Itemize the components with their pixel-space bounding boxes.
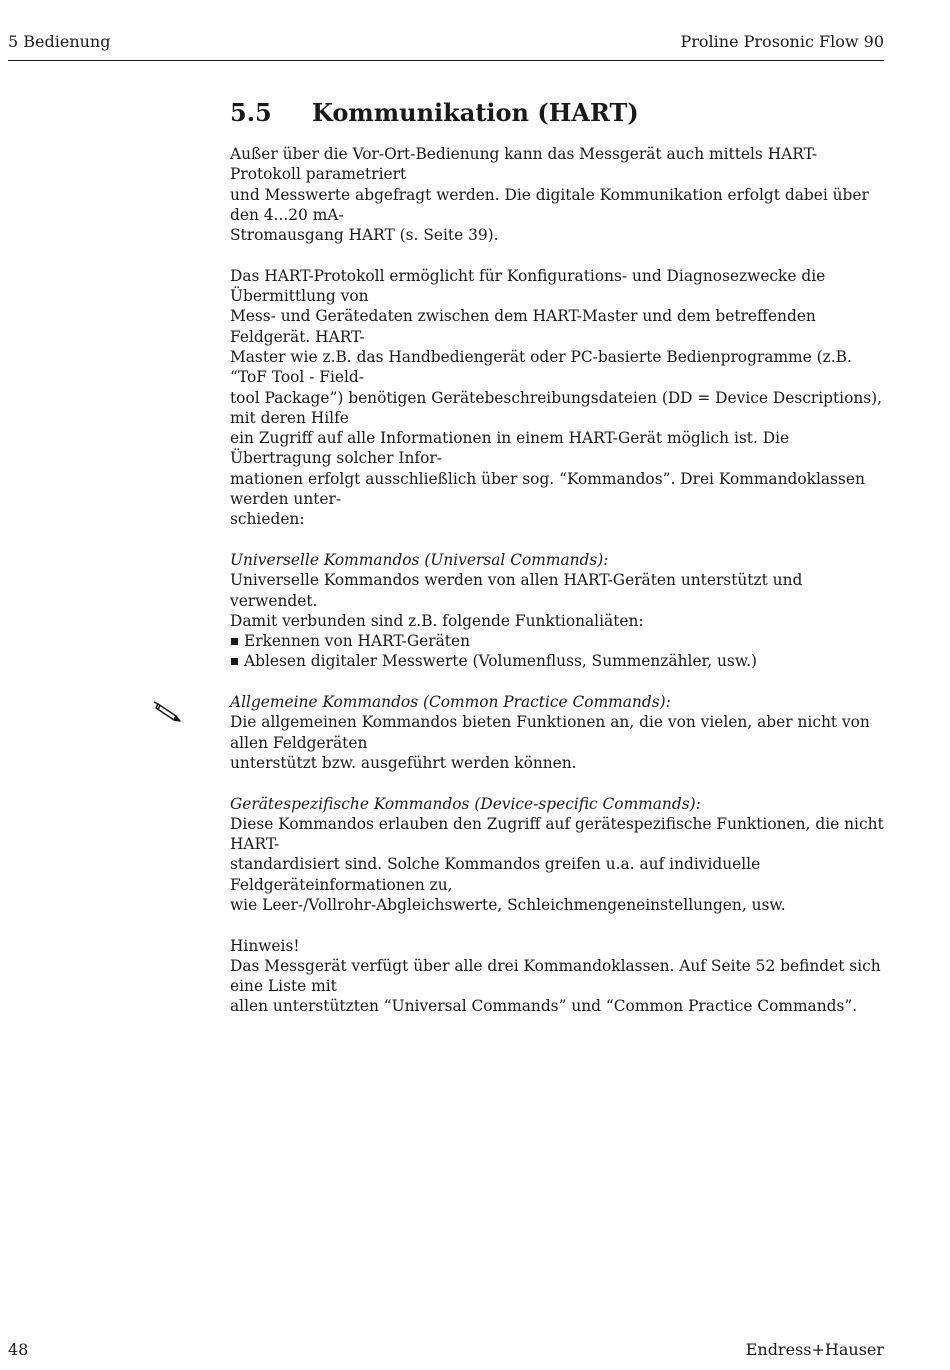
- text-line: Master wie z.B. das Handbediengerät oder PC-basierte Bedienprogramme (z.B. “ToF Tool - Field-: [230, 347, 852, 387]
- list-item: [230, 651, 886, 671]
- pencil-note-icon: [152, 696, 184, 724]
- text-line: Mess- und Gerätedaten zwischen dem HART-Master und dem betreffenden Feldgerät. HART-: [230, 307, 816, 346]
- body-content: [230, 144, 886, 1037]
- universal-commands-list: [230, 631, 886, 672]
- text-line: tool Package”) benötigen Gerätebeschreibungsdateien (DD = Device Descriptions), mit deren Hilfe: [230, 388, 883, 427]
- text-line: Diese Kommandos erlauben den Zugriff auf gerätespezifische Funktionen, die nicht HART-: [230, 814, 884, 854]
- text-line: mationen erfolgt ausschließlich über sog. “Kommandos”. Drei Kommandoklassen werden unter-: [230, 469, 865, 509]
- section-heading: Kommunikation (HART): [312, 98, 639, 127]
- text-line: allen unterstützten “Universal Commands” und “Common Practice Commands”.: [230, 997, 858, 1016]
- header-product: Proline Prosonic Flow 90: [680, 32, 884, 51]
- note-block: [230, 936, 886, 1017]
- list-item-text: Ablesen digitaler Messwerte (Volumenfluss, Summenzähler, usw.): [244, 652, 758, 671]
- universal-commands-block: [230, 550, 886, 631]
- protocol-paragraph: [230, 266, 886, 530]
- text-line: Die allgemeinen Kommandos bieten Funktionen an, die von vielen, aber nicht von allen Feldgeräten: [230, 713, 870, 752]
- device-specific-commands-heading: Gerätespezifische Kommandos (Device-specific Commands):: [230, 794, 701, 813]
- header-rule: [8, 60, 884, 61]
- text-line: Das HART-Protokoll ermöglicht für Konfigurations- und Diagnosezwecke die Übermittlung von: [230, 266, 826, 306]
- universal-commands-heading: Universelle Kommandos (Universal Commands):: [230, 550, 609, 569]
- bullet-square-icon: [231, 638, 238, 645]
- text-line: standardisiert sind. Solche Kommandos greifen u.a. auf individuelle Feldgeräteinformationen zu,: [230, 855, 761, 894]
- text-line: und Messwerte abgefragt werden. Die digitale Kommunikation erfolgt dabei über den 4...20 mA-: [230, 185, 869, 224]
- text-line: Stromausgang HART (s. Seite 39).: [230, 226, 499, 245]
- header-chapter: 5 Bedienung: [8, 32, 111, 51]
- text-line: wie Leer-/Vollrohr-Abgleichswerte, Schleichmengeneinstellungen, usw.: [230, 895, 786, 914]
- section-title: [230, 98, 890, 128]
- intro-paragraph: [230, 144, 886, 245]
- brand-name: Endress+Hauser: [745, 1340, 884, 1359]
- text-line: unterstützt bzw. ausgeführt werden können.: [230, 753, 577, 772]
- text-line: Damit verbunden sind z.B. folgende Funktionaliäten:: [230, 611, 644, 630]
- text-line: Das Messgerät verfügt über alle drei Kommandoklassen. Auf Seite 52 befindet sich eine Liste mit: [230, 956, 881, 996]
- section-number: 5.5: [230, 98, 272, 127]
- running-header: [8, 32, 884, 54]
- note-label: Hinweis!: [230, 936, 300, 955]
- list-item-text: Erkennen von HART-Geräten: [244, 632, 471, 651]
- common-commands-heading: Allgemeine Kommandos (Common Practice Commands):: [230, 693, 671, 712]
- device-specific-commands-block: [230, 794, 886, 916]
- text-line: Außer über die Vor-Ort-Bedienung kann das Messgerät auch mittels HART-Protokoll parametriert: [230, 145, 818, 184]
- page-number: 48: [8, 1340, 29, 1359]
- common-commands-block: [230, 692, 886, 773]
- text-line: schieden:: [230, 510, 305, 529]
- text-line: Universelle Kommandos werden von allen HART-Geräten unterstützt und verwendet.: [230, 571, 803, 610]
- bullet-square-icon: [231, 658, 238, 665]
- list-item: [230, 631, 886, 651]
- text-line: ein Zugriff auf alle Informationen in einem HART-Gerät möglich ist. Die Übertragung solcher Infor-: [230, 429, 790, 468]
